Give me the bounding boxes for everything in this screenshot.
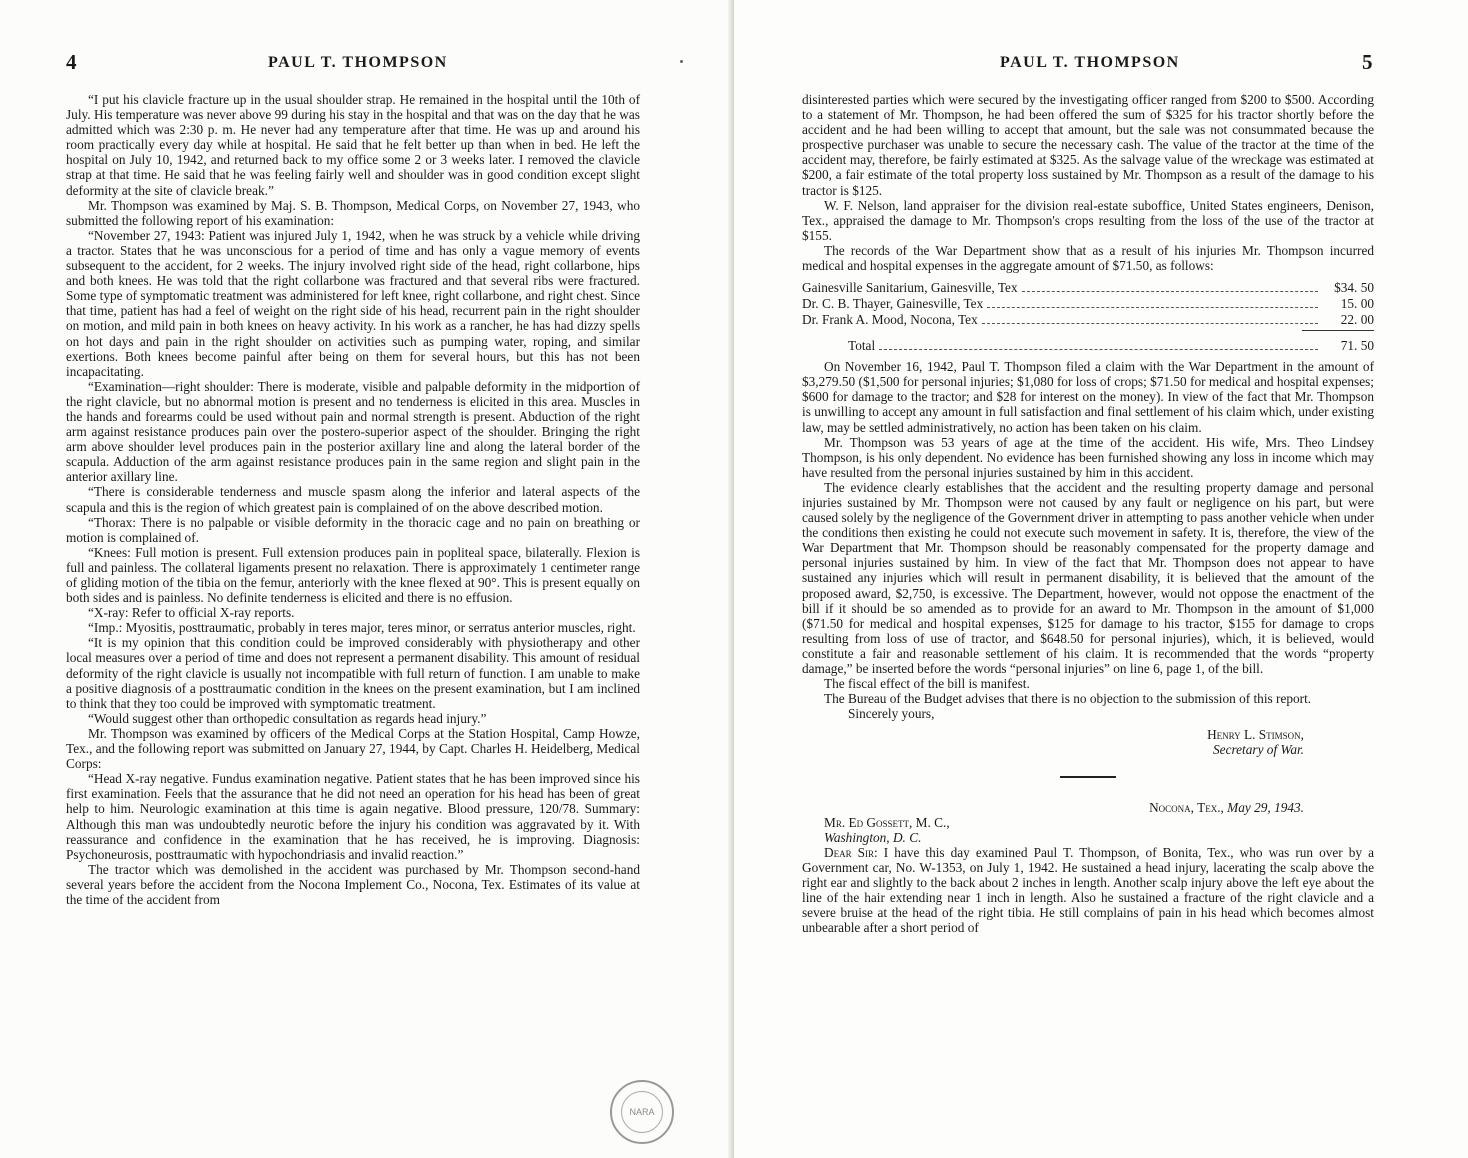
expense-row [802, 296, 1374, 312]
paragraph: The tractor which was demolished in the accident was purchased by Mr. Thompson second-hand several years before the accident from the Nocona Implement Co., Nocona, Tex. Estimates of its value at the time of the accident from [66, 861, 640, 907]
page-number-left: 4 [66, 50, 77, 74]
paragraph: “Head X-ray negative. Fundus examination negative. Patient states that he has been improved since his first examination. Feels that the assurance that he did not need an operation for his head has been of great help to him. Neurologic examination at this time is again negative. Blood pressure, 120/78. Summary: Although this man was undoubtedly neurotic before the injury his condition was aggravated by it. With reassurance and confidence in the examination that he has received, he is improving. Diagnosis: Psychoneurosis, posttraumatic with hypochondriasis and invalid reaction.” [66, 771, 640, 862]
letter-body [802, 845, 1374, 936]
paragraph: W. F. Nelson, land appraiser for the division real-estate suboffice, United States engineers, Denison, Tex., appraised the damage to Mr. Thompson's crops resulting from the loss of the use of the tractor at $155. [802, 197, 1374, 243]
expense-amount: $34. 50 [1334, 280, 1374, 296]
paragraph: Mr. Thompson was examined by Maj. S. B. Thompson, Medical Corps, on November 27, 1943, who submitted the following report of his examination: [66, 197, 640, 228]
signer-name: Henry L. Stimson, [1207, 727, 1304, 743]
expense-label: Dr. C. B. Thayer, Gainesville, Tex [802, 296, 984, 312]
letter-place: Nocona, Tex., [1149, 799, 1224, 815]
running-head-right: PAUL T. THOMPSON [1000, 54, 1180, 71]
paragraph: “Thorax: There is no palpable or visible deformity in the thoracic cage and no pain on breathing or motion is complained of. [66, 514, 640, 545]
salutation: Dear Sir: [824, 844, 878, 860]
paragraph: “X-ray: Refer to official X-ray reports. [88, 605, 295, 621]
paragraph: “There is considerable tenderness and muscle spasm along the inferior and lateral aspects of the scapula and this is the region of which greatest pain is complained of on the above described motion. [66, 484, 640, 515]
letter-date: May 29, 1943. [1227, 799, 1304, 815]
expense-table [802, 280, 1374, 354]
signer-title: Secretary of War. [1213, 742, 1304, 758]
expense-amount: 22. 00 [1340, 312, 1374, 328]
expense-total-label: Total [848, 338, 876, 354]
paragraph: The records of the War Department show that as a result of his injuries Mr. Thompson incurred medical and hospital expenses in the aggregate amount of $71.50, as follows: [802, 242, 1374, 274]
expense-row [802, 312, 1374, 328]
expense-row [802, 280, 1374, 296]
closing: Sincerely yours, [848, 706, 935, 722]
paragraph: “Examination—right shoulder: There is moderate, visible and palpable deformity in the midportion of the right clavicle, but no abnormal motion is present and no tenderness is elicited in this area. Muscles in the hands and forearms could be used without pain and normal strength is present. Abduction of the right arm against resistance produces pain over the postero-superior aspect of the shoulder. Bringing the right arm above shoulder level produces pain in the posterior axillary line and along the lateral border of the scapula. Adduction of the arm against resistance produces pain in the same region and slight pain in the anterior axillary line. [66, 378, 640, 485]
stamp-center: NARA [621, 1091, 663, 1133]
letter-body-text: I have this day examined Paul T. Thompson, of Bonita, Tex., who was run over by a Government car, No. W-1353, on July 1, 1942. He sustained a head injury, lacerating the scalp above the right ear and slightly to the back about 2 inches in length. Another scalp injury above the left eye about the line of the hair extending near 1 inch in length. Also he sustained a fracture of the right clavicle and a severe bruise at the head of the right tibia. He still complains of pain in his head which becomes almost unbearable after a short period of [802, 844, 1374, 936]
paragraph: Mr. Thompson was examined by officers of the Medical Corps at the Station Hospital, Camp Howze, Tex., and the following report was submitted on January 27, 1944, by Capt. Charles H. Heidelberg, Medical Corps: [66, 725, 640, 772]
expense-label: Dr. Frank A. Mood, Nocona, Tex [802, 312, 978, 328]
expense-total-row [802, 337, 1374, 354]
paragraph: The evidence clearly establishes that the accident and the resulting property damage and personal injuries sustained by Mr. Thompson were not caused by any fault or negligence on his part, but were caused solely by the negligence of the Government driver in attempting to pass another vehicle when under the conditions then existing he could not execute such movement in safety. It is, therefore, the view of the War Department that Mr. Thompson should be reasonably compensated for the property damage and personal injuries sustained by him. In view of the fact that Mr. Thompson does not appear to have sustained any injuries which will result in permanent disability, it is believed that the amount of the proposed award, $2,750, is excessive. The Department, however, would not oppose the enactment of the bill if it should be so amended as to provide for an award to Mr. Thompson in the amount of $1,000 ($71.50 for medical and hospital expenses, $125 for damage to his tractor, $155 for damage to crops resulting from loss of use of tractor, and $648.50 for personal injuries), which, it is believed, would constitute a fair and reasonable settlement of his claim. It is recommended that the words “property damage,” be inserted before the words “personal injuries” on line 6, page 1, of the bill. [802, 479, 1374, 676]
leader-dots [1022, 290, 1318, 292]
addressee: Mr. Ed Gossett, M. C., [824, 814, 950, 830]
paragraph: The fiscal effect of the bill is manifest. [824, 676, 1030, 692]
page-number-right: 5 [1362, 50, 1373, 74]
letter-dateline [802, 800, 1374, 815]
running-head-left: PAUL T. THOMPSON [268, 54, 448, 71]
paragraph: “November 27, 1943: Patient was injured July 1, 1942, when he was struck by a vehicle while driving a tractor. States that he was unconscious for a period of time and has only a vague memory of events subsequent to the accident, for 2 weeks. The injury involved right side of the head, right collarbone, hips and both knees. He was told that the right collarbone was fractured and that several ribs were fractured. Some type of symptomatic treatment was administered for left knee, right collarbone, and right chest. Since that time, patient has had a feel of weight on the right side of his head, recurrent pain in the right shoulder on motion, and mild pain in both knees on heavy activity. In his work as a rancher, he has had dizzy spells on hot days and pain in the right shoulder on activities such as pumping water, roping, and similar exertions. Both knees become painful after being on them for several hours, but this has not been incapacitating. [66, 227, 640, 379]
paragraph: The Bureau of the Budget advises that there is no objection to the submission of this report. [824, 691, 1312, 707]
leader-dots [982, 322, 1318, 324]
right-page-body [802, 92, 1374, 935]
speck-mark [680, 60, 683, 63]
library-seal-stamp [610, 1080, 674, 1144]
leader-dots [987, 306, 1318, 308]
section-divider [1060, 776, 1116, 778]
leader-dots [879, 348, 1318, 350]
addressee-city: Washington, D. C. [824, 829, 922, 845]
expense-total-amount: 71. 50 [1340, 338, 1374, 354]
paragraph: On November 16, 1942, Paul T. Thompson filed a claim with the War Department in the amount of $3,279.50 ($1,500 for personal injuries; $1,080 for loss of crops; $71.50 for medical and hospital expenses; $600 for damage to the tractor; and $28 for interest on the money). In view of the fact that Mr. Thompson is unwilling to accept any amount in full satisfaction and final settlement of his claim which, under existing law, may be settled administratively, no action has been taken on his claim. [802, 359, 1374, 435]
paragraph: “Would suggest other than orthopedic consultation as regards head injury.” [88, 710, 487, 726]
left-page-body [66, 92, 640, 907]
paragraph: Mr. Thompson was 53 years of age at the time of the accident. His wife, Mrs. Theo Lindsey Thompson, is his only dependent. No evidence has been furnished showing any loss in income which may have resulted from the personal injuries sustained by him in this accident. [802, 434, 1374, 480]
paragraph: “Imp.: Myositis, posttraumatic, probably in teres major, teres minor, or serratus anterior muscles, right. [88, 620, 636, 636]
paragraph: “I put his clavicle fracture up in the usual shoulder strap. He remained in the hospital until the 10th of July. His temperature was never above 99 during his stay in the hospital and that was on the day that he was admitted which was 2:30 p. m. He never had any temperature after that time. He was up and around his room practically every day while at hospital. He said that he felt better up than when in bed. He left the hospital on July 10, 1942, and returned back to my office some 2 or 3 weeks later. I removed the clavicle strap at that time. He said that he was feeling fairly well and shoulder was in good condition except slight deformity at the site of clavicle break.” [66, 92, 640, 198]
paragraph: “Knees: Full motion is present. Full extension produces pain in popliteal space, bilaterally. Flexion is full and painless. The collateral ligaments present no relaxation. There is approximately 1 centimeter range of gliding motion of the tibia on the femur, anteriorly with the knee flexed at 90°. This is present equally on both sides and is painless. No definite tenderness is elicited and there is no effusion. [66, 544, 640, 606]
paragraph: “It is my opinion that this condition could be improved considerably with physiotherapy and other local measures over a period of time and does not represent a permanent disability. This amount of residual deformity of the right clavicle is usually not incompatible with full return of function. I am unable to make a positive diagnosis of a posttraumatic condition in the knees on the present examination, but I am inclined to think that they too could be improved with symptomatic treatment. [66, 635, 640, 711]
total-rule [1302, 330, 1374, 331]
expense-amount: 15. 00 [1340, 296, 1374, 312]
paragraph: disinterested parties which were secured by the investigating officer ranged from $200 to $500. According to a statement of Mr. Thompson, he had been offered the sum of $325 for his tractor shortly before the accident and he had been willing to accept that amount, but the sale was not consummated because the prospective purchaser was unable to secure the necessary cash. The value of the tractor at the time of the accident may, therefore, be fairly estimated at $325. As the salvage value of the wreckage was estimated at $200, a fair estimate of the total property loss sustained by Mr. Thompson as a result of the damage to his tractor is $125. [802, 92, 1374, 198]
right-page [734, 0, 1468, 1158]
expense-label: Gainesville Sanitarium, Gainesville, Tex [802, 280, 1018, 296]
